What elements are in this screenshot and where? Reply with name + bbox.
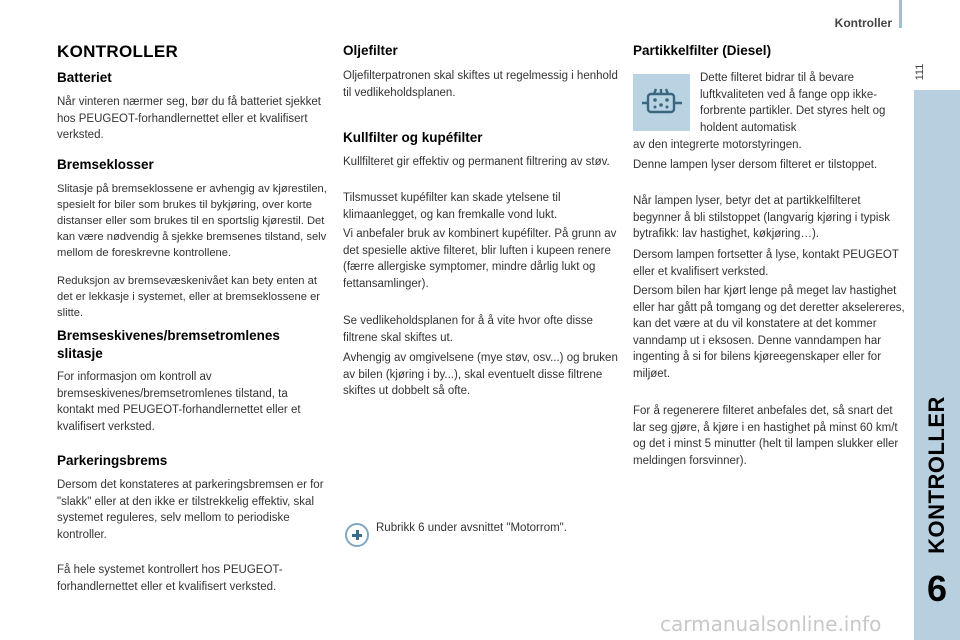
- particle-filter-text-2: Denne lampen lyser dersom filteret er tilstoppet.: [633, 159, 878, 171]
- brakes-heading: Bremseklosser: [57, 157, 154, 172]
- brakes-text-1: Slitasje på bremseklossene er avhengig av kjørestilen, spesielt for biler som brukes til bykjøring, over korte distanser eller som brukes til en sportslig kjørestil. Det kan være nødvendig å sjekke bremsenes tilstand, selv mellom de foreskrevne kontrollene.: [57, 183, 327, 259]
- parking-text-1: Dersom det konstateres at parkeringsbremsen er for "slakk" eller at den ikke er tilstrekkelig effektiv, skal systemet reguleres, selv mellom to periodiske kontroller.: [57, 479, 324, 541]
- cabin-filter-heading: Kullfilter og kupéfilter: [343, 130, 483, 145]
- parking-heading: Parkeringsbrems: [57, 453, 168, 468]
- watermark: carmanualsonline.info: [660, 612, 882, 636]
- particle-filter-heading: Partikkelfilter (Diesel): [633, 43, 772, 58]
- particle-filter-text-3: Når lampen lyser, betyr det at partikkelfilteret begynner å bli stilstoppet (langvarig kjøring i typisk bytrafikk: lav hastighet, køkjøring…).: [633, 195, 890, 241]
- chapter-tab: [914, 90, 960, 640]
- cabin-filter-text-1: Kullfilteret gir effektiv og permanent filtrering av støv.: [343, 156, 610, 168]
- battery-text: Når vinteren nærmer seg, bør du få batteriet sjekket hos PEUGEOT-forhandlernettet eller et kvalifisert verksted.: [57, 96, 321, 142]
- cabin-filter-text-3: Vi anbefaler bruk av kombinert kupéfilter. På grunn av det spesielle aktive filteret, blir luften i kupeen renere (færre allergiske symptomer, mindre dårlig lukt og fettansamlinger).: [343, 228, 617, 290]
- discs-heading: Bremseskivenes/bremsetromlenes slitasje: [57, 328, 280, 361]
- cabin-filter-text-5: Avhengig av omgivelsene (mye støv, osv...) og bruken av bilen (kjøring i by...), skal eventuelt disse filtrene skiftes ut dobbelt så ofte.: [343, 352, 618, 398]
- header-divider: [899, 0, 902, 28]
- cabin-filter-text-4: Se vedlikeholdsplanen for å å vite hvor ofte disse filtrene skal skiftes ut.: [343, 315, 593, 344]
- parking-text-2: Få hele systemet kontrollert hos PEUGEOT-forhandlernettet eller et kvalifisert verksted.: [57, 564, 283, 593]
- chapter-number: 6: [926, 568, 948, 609]
- particle-filter-text-4: Dersom lampen fortsetter å lyse, kontakt PEUGEOT eller et kvalifisert verksted.: [633, 249, 899, 278]
- oil-filter-text: Oljefilterpatronen skal skiftes ut regelmessig i henhold til vedlikeholdsplanen.: [343, 70, 618, 99]
- oil-filter-heading: Oljefilter: [343, 43, 398, 58]
- particle-filter-text-1: Dette filteret bidrar til å bevare luftkvaliteten ved å fange opp ikke-forbrente partikler. Det styres helt og holdent automatisk: [700, 72, 886, 134]
- particle-filter-icon: [633, 74, 690, 131]
- see-also-note: Rubrikk 6 under avsnittet "Motorrom".: [376, 522, 567, 534]
- section-title: Kontroller: [834, 16, 892, 30]
- particle-filter-text-6: For å regenerere filteret anbefales det, så snart det lar seg gjøre, å kjøre i en hastighet på minst 60 km/t og det i minst 5 minutter (helt til lampen slukker eller meldingen forsvinner).: [633, 405, 899, 467]
- discs-text: For informasjon om kontroll av bremseskivenes/bremsetromlenes tilstand, ta kontakt med PEUGEOT-forhandlernettet eller et kvalifisert verksted.: [57, 371, 301, 433]
- particle-filter-text-1b: av den integrerte motorstyringen.: [633, 139, 802, 151]
- cabin-filter-text-2: Tilsmusset kupéfilter kan skade ytelsene til klimaanlegget, og kan fremkalle vond lukt.: [343, 192, 561, 221]
- page-title: KONTROLLER: [57, 42, 179, 61]
- page-number: 111: [914, 63, 926, 81]
- particle-filter-text-5: Dersom bilen har kjørt lenge på meget lav hastighet eller har gått på tomgang og det deretter akselereres, kan det være at du vil konstatere at det kommer vanndamp ut i eksosen. Denne vanndampen har ingenting å si for bilens kjøreegenskaper eller for miljøet.: [633, 285, 905, 380]
- brakes-text-2: Reduksjon av bremsevæskenivået kan bety enten at det er lekkasje i systemet, eller at bremseklossene er slitte.: [57, 275, 321, 319]
- battery-heading: Batteriet: [57, 70, 112, 85]
- chapter-tab-label-box: [914, 90, 960, 554]
- plus-icon: [345, 523, 369, 547]
- chapter-tab-label: KONTROLLER: [924, 396, 949, 554]
